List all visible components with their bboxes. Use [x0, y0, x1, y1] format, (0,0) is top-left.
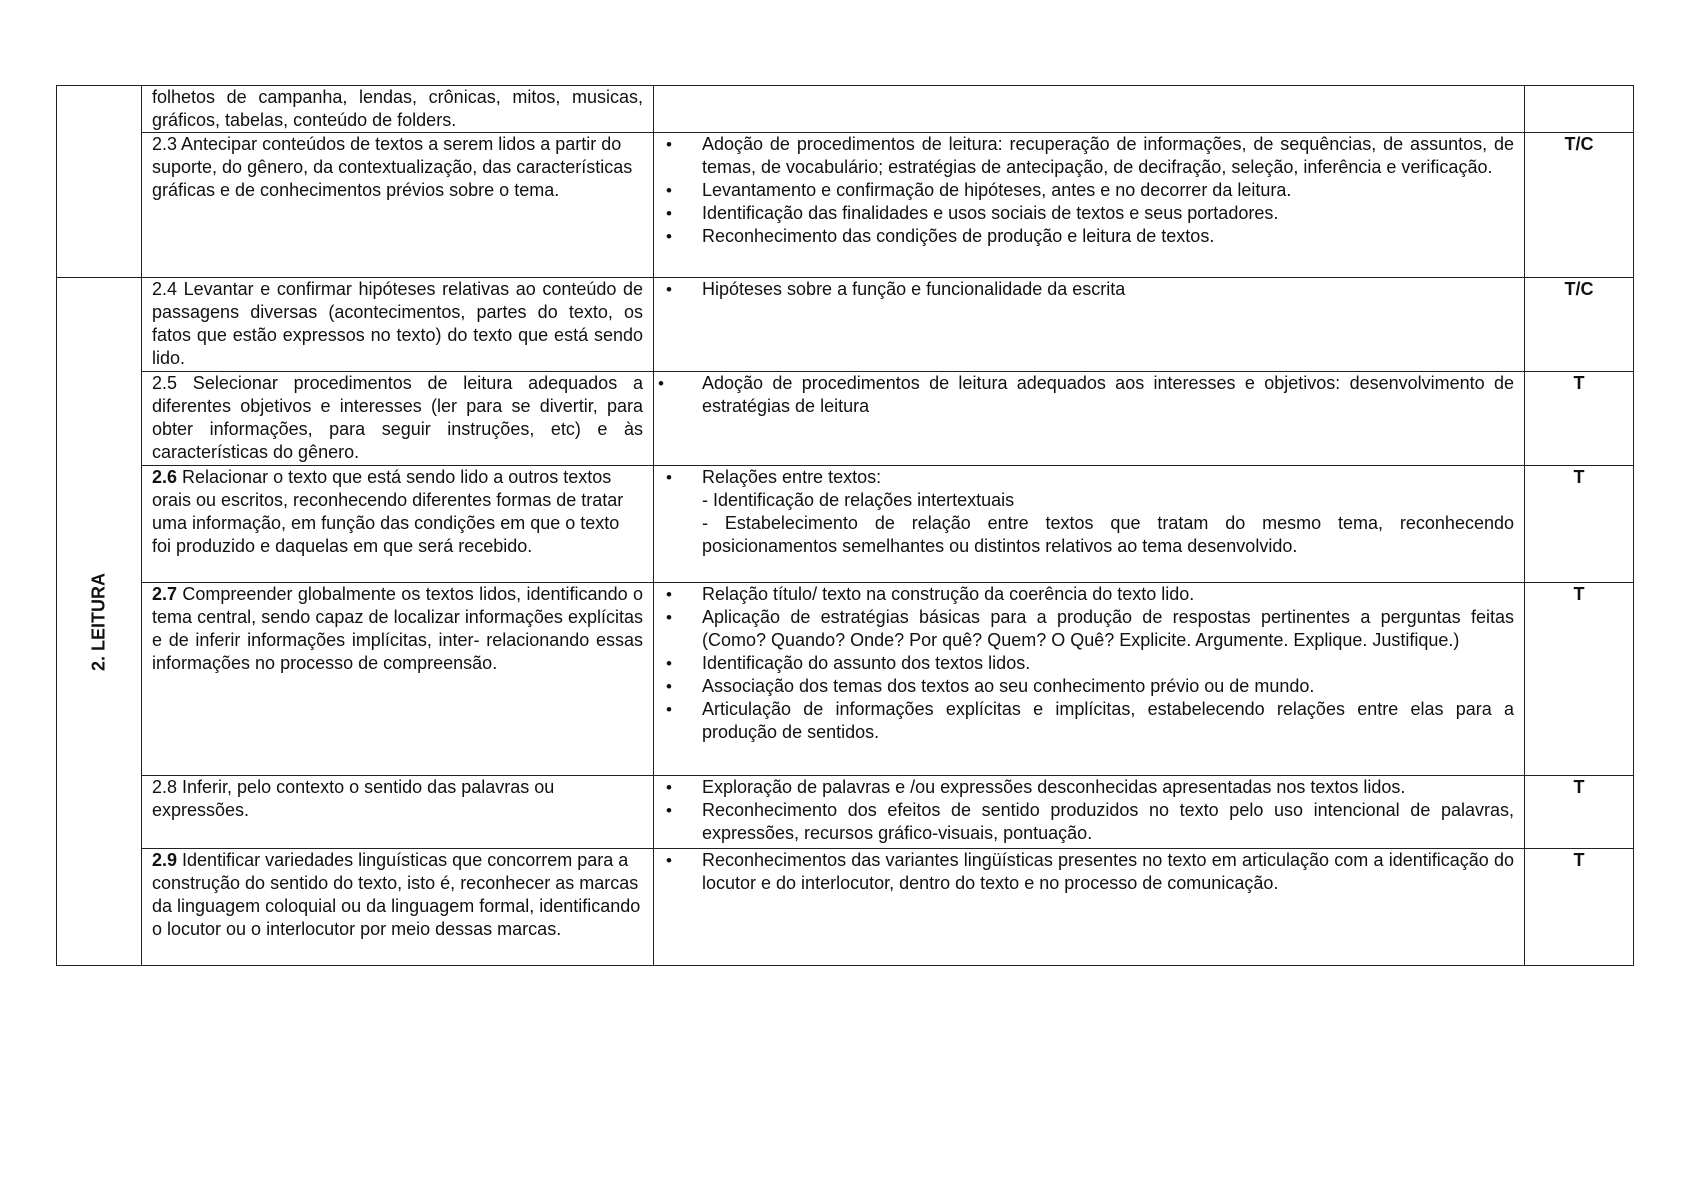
unit-cell-previous	[57, 86, 142, 278]
unit-label: 2. LEITURA	[88, 572, 109, 671]
contents-cell	[654, 86, 1525, 133]
skill-text: Identificar variedades linguísticas que concorrem para a construção do sentido do texto, isto é, reconhecer as marcas da linguagem coloquial ou da linguagem formal, identificando o locutor ou o interlocutor por meio dessas marcas.	[152, 850, 641, 939]
contents-cell	[654, 133, 1525, 278]
contents-cell	[654, 278, 1525, 372]
list-item-head: Relações entre textos:	[702, 467, 882, 487]
skill-text: Relacionar o texto que está sendo lido a outros textos orais ou escritos, reconhecendo diferentes formas de tratar uma informação, em função das condições em que o texto foi produzido e daquelas em que será recebido.	[152, 467, 624, 556]
contents-list	[664, 278, 1514, 301]
level-cell	[1525, 86, 1634, 133]
level-cell: T/C	[1525, 133, 1634, 278]
list-item: • Reconhecimentos das variantes lingüísticas presentes no texto em articulação com a identificação do locutor e do interlocutor, dentro do texto e no processo de comunicação.	[664, 849, 1514, 895]
list-item: • Identificação do assunto dos textos lidos.	[664, 652, 1514, 675]
skill-code: 2.9	[152, 850, 178, 870]
table-row	[57, 583, 1634, 776]
skill-text: Compreender globalmente os textos lidos, identificando o tema central, sendo capaz de localizar informações explícitas e de inferir informações implícitas, inter- relacionando essas informações no processo de compreensão.	[152, 584, 643, 673]
curriculum-table	[56, 85, 1634, 966]
contents-list	[664, 466, 1514, 558]
table-row	[57, 776, 1634, 849]
skill-cell	[142, 583, 654, 776]
level-cell: T	[1525, 583, 1634, 776]
list-item: • Identificação das finalidades e usos sociais de textos e seus portadores.	[664, 202, 1514, 225]
list-item: • Articulação de informações explícitas e implícitas, estabelecendo relações entre elas para a produção de sentidos.	[664, 698, 1514, 744]
level-cell: T	[1525, 466, 1634, 583]
skill-cell	[142, 466, 654, 583]
list-item: • Exploração de palavras e /ou expressões desconhecidas apresentadas nos textos lidos.	[664, 776, 1514, 799]
list-item	[664, 466, 1514, 558]
table-row	[57, 278, 1634, 372]
level-cell: T	[1525, 776, 1634, 849]
table-row	[57, 466, 1634, 583]
skill-cell: 2.3 Antecipar conteúdos de textos a serem lidos a partir do suporte, do gênero, da contextualização, das características gráficas e de conhecimentos prévios sobre o tema.	[142, 133, 654, 278]
list-item: • Relação título/ texto na construção da coerência do texto lido.	[664, 583, 1514, 606]
skill-cell: 2.8 Inferir, pelo contexto o sentido das palavras ou expressões.	[142, 776, 654, 849]
contents-list	[664, 372, 1514, 418]
level-cell: T	[1525, 372, 1634, 466]
contents-list	[664, 133, 1514, 248]
skill-cell	[142, 849, 654, 966]
list-item: • Levantamento e confirmação de hipóteses, antes e no decorrer da leitura.	[664, 179, 1514, 202]
contents-cell	[654, 583, 1525, 776]
contents-cell	[654, 776, 1525, 849]
contents-list	[664, 776, 1514, 845]
list-item: • Reconhecimento das condições de produção e leitura de textos.	[664, 225, 1514, 248]
skill-cell: folhetos de campanha, lendas, crônicas, mitos, musicas, gráficos, tabelas, conteúdo de folders.	[142, 86, 654, 133]
skill-code: 2.7	[152, 584, 178, 604]
list-item: • Adoção de procedimentos de leitura: recuperação de informações, de sequências, de assuntos, de temas, de vocabulário; estratégias de antecipação, de decifração, seleção, inferência e verificação.	[664, 133, 1514, 179]
list-subitem: - Identificação de relações intertextuais	[702, 490, 1015, 510]
list-subitem: - Estabelecimento de relação entre textos que tratam do mesmo tema, reconhecendo posicionamentos semelhantes ou distintos relativos ao tema desenvolvido.	[702, 513, 1514, 556]
contents-cell	[654, 849, 1525, 966]
level-cell: T/C	[1525, 278, 1634, 372]
skill-code: 2.6	[152, 467, 178, 487]
list-item: • Aplicação de estratégias básicas para a produção de respostas pertinentes a perguntas feitas (Como? Quando? Onde? Por quê? Quem? O Quê? Explicite. Argumente. Explique. Justifique.)	[664, 606, 1514, 652]
list-item: • Reconhecimento dos efeitos de sentido produzidos no texto pelo uso intencional de palavras, expressões, recursos gráfico-visuais, pontuação.	[664, 799, 1514, 845]
table-row	[57, 86, 1634, 133]
list-item: • Associação dos temas dos textos ao seu conhecimento prévio ou de mundo.	[664, 675, 1514, 698]
contents-cell	[654, 372, 1525, 466]
level-cell: T	[1525, 849, 1634, 966]
table-row	[57, 133, 1634, 278]
contents-list	[664, 849, 1514, 895]
contents-list	[664, 583, 1514, 744]
list-item: • Hipóteses sobre a função e funcionalidade da escrita	[664, 278, 1514, 301]
table-row	[57, 849, 1634, 966]
contents-cell	[654, 466, 1525, 583]
skill-cell: 2.5 Selecionar procedimentos de leitura adequados a diferentes objetivos e interesses (ler para se divertir, para obter informações, para seguir instruções, etc) e às características do gênero.	[142, 372, 654, 466]
list-item: • Adoção de procedimentos de leitura adequados aos interesses e objetivos: desenvolvimento de estratégias de leitura	[664, 372, 1514, 418]
unit-cell	[57, 278, 142, 966]
table-row	[57, 372, 1634, 466]
skill-cell: 2.4 Levantar e confirmar hipóteses relativas ao conteúdo de passagens diversas (acontecimentos, partes do texto, os fatos que estão expressos no texto) do texto que está sendo lido.	[142, 278, 654, 372]
